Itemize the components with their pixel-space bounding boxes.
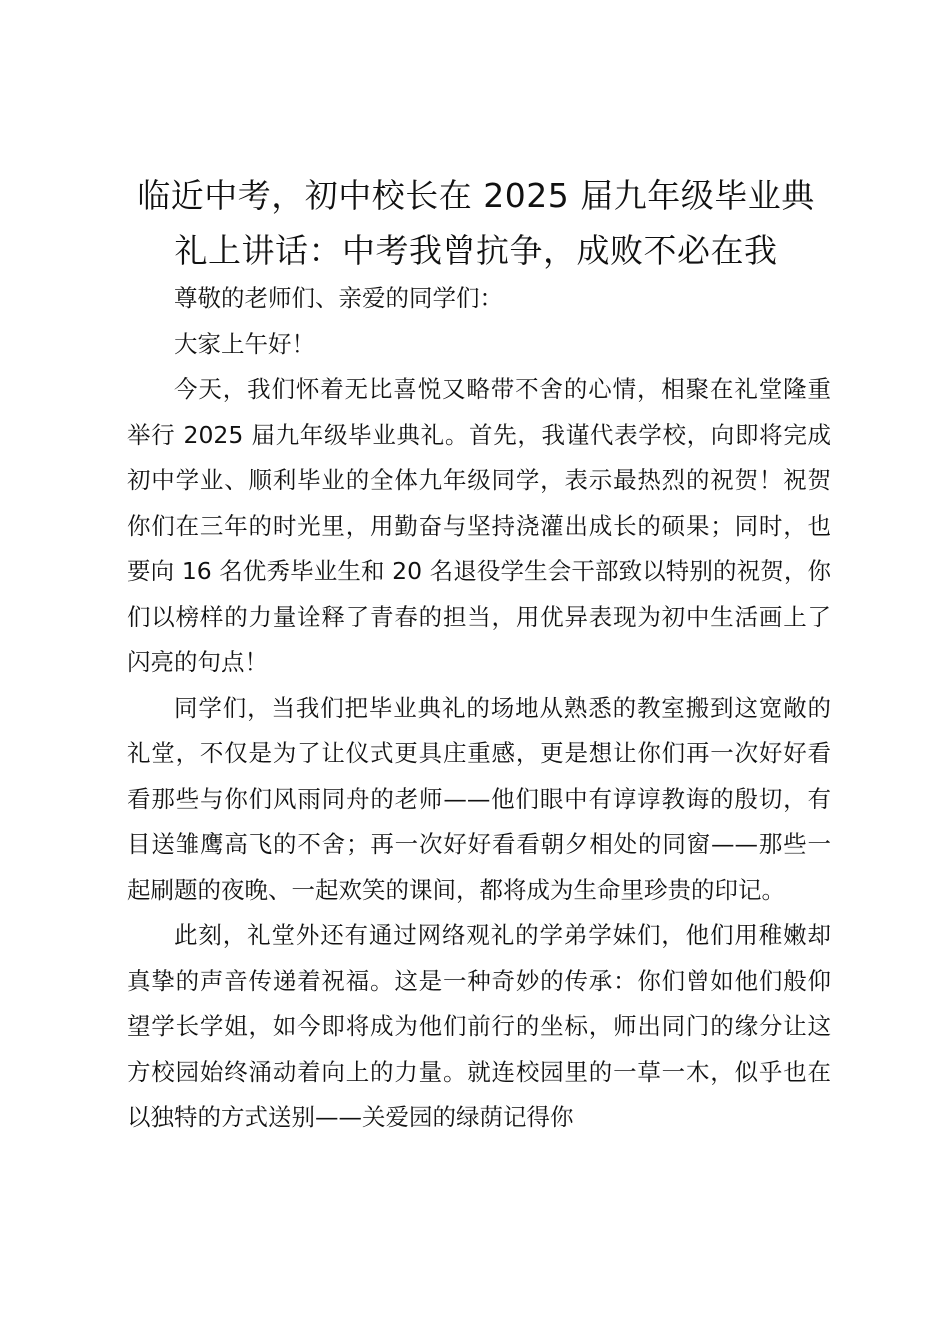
body-paragraph: 此刻，礼堂外还有通过网络观礼的学弟学妹们，他们用稚嫩却真挚的声音传递着祝福。这是一种奇妙的传承：你们曾如他们般仰望学长学姐，如今即将成为他们前行的坐标，师出同门的缘分让这方校园始终涌动着向上的力量。就连校园里的一草一木，似乎也在以独特的方式送别——关爱园的绿荫记得你	[127, 921, 831, 1131]
body-paragraph: 同学们，当我们把毕业典礼的场地从熟悉的教室搬到这宽敞的礼堂，不仅是为了让仪式更具庄重感，更是想让你们再一次好好看看那些与你们风雨同舟的老师——他们眼中有谆谆教诲的殷切，有目送雏鹰高飞的不舍；再一次好好看看朝夕相处的同窗——那些一起刷题的夜晚、一起欢笑的课间，都将成为生命里珍贵的印记。	[127, 693, 831, 904]
salutation-paragraph: 尊敬的老师们、亲爱的同学们：	[174, 284, 503, 312]
document-title	[118, 168, 834, 278]
body-paragraph: 今天，我们怀着无比喜悦又略带不舍的心情，相聚在礼堂隆重举行 2025 届九年级毕业典礼。首先，我谨代表学校，向即将完成初中学业、顺利毕业的全体九年级同学，表示最热烈的祝贺！祝贺你们在三年的时光里，用勤奋与坚持浇灌出成长的硕果；同时，也要向 16 名优秀毕业生和 20 名退役学生会干部致以特别的祝贺，你们以榜样的力量诠释了青春的担当，用优异表现为初中生活画上了闪亮的句点！	[127, 375, 831, 676]
title-line-1: 临近中考，初中校长在 2025 届九年级毕业典	[137, 176, 815, 215]
document-body	[127, 276, 831, 1141]
title-line-2: 礼上讲话：中考我曾抗争，成败不必在我	[174, 231, 778, 270]
greeting-paragraph: 大家上午好！	[174, 329, 315, 358]
